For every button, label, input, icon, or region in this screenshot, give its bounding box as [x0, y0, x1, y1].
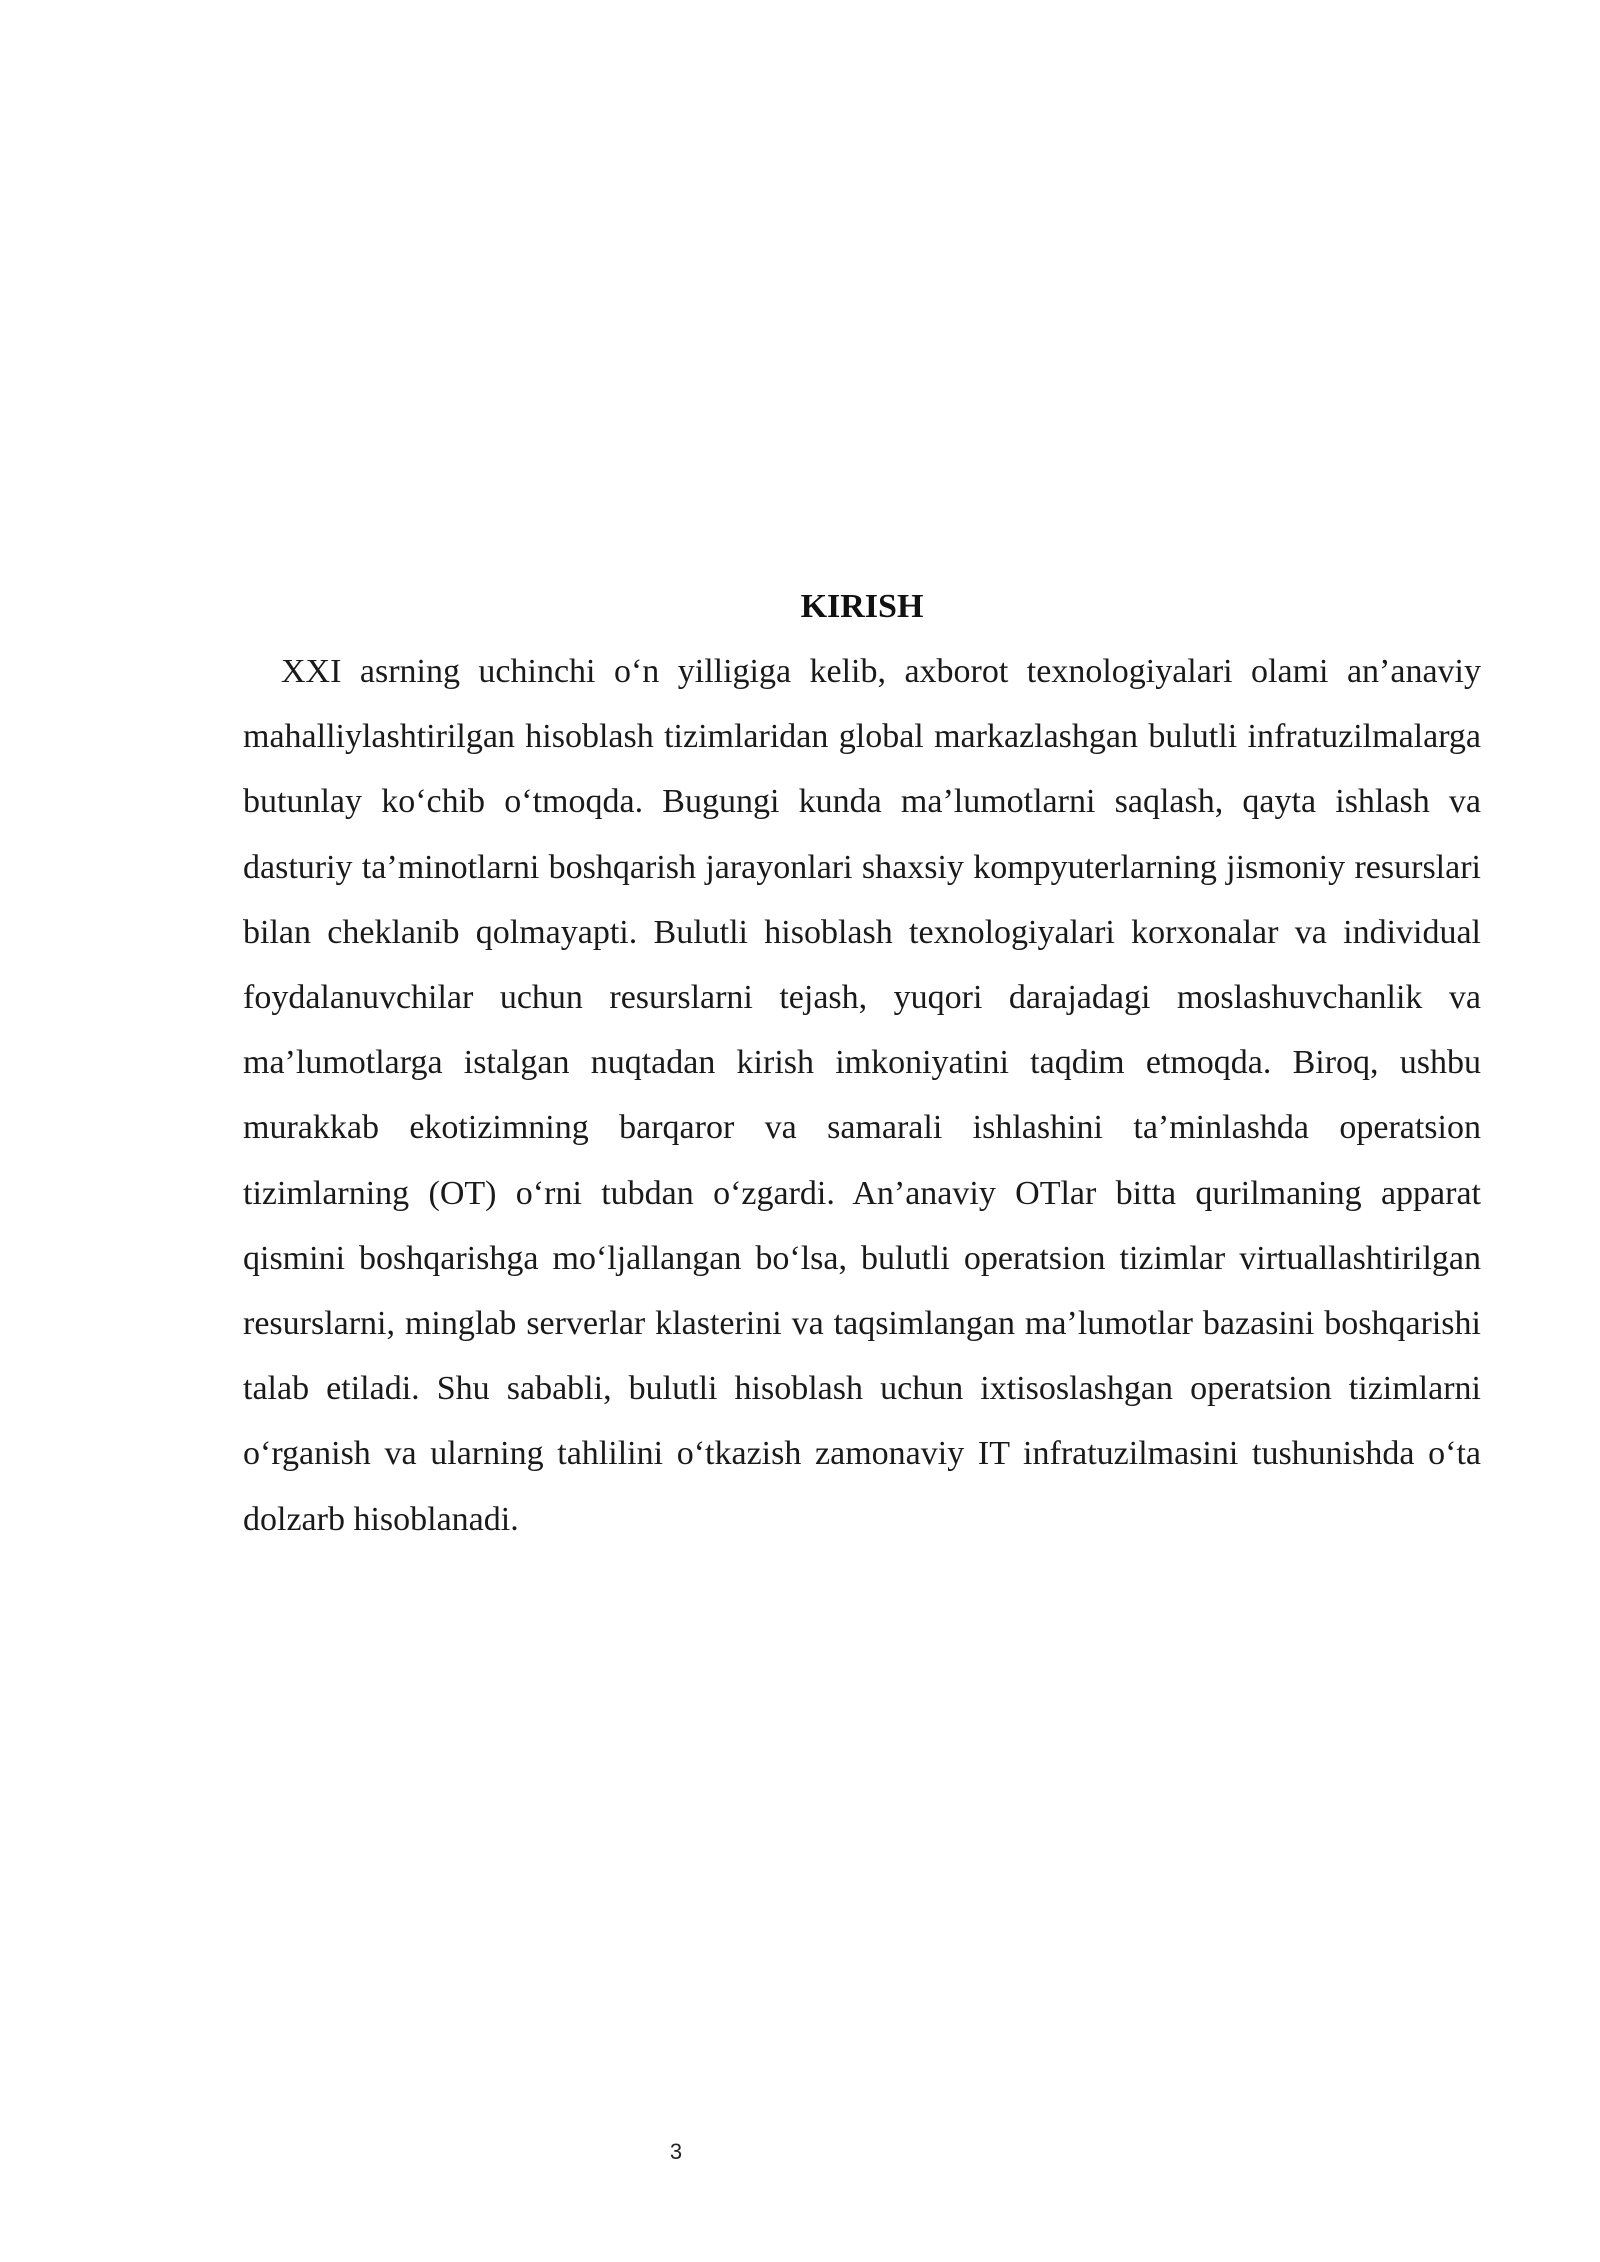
page-content: [243, 575, 1481, 1552]
section-heading: KIRISH: [800, 588, 924, 625]
page-number: 3: [669, 2139, 683, 2164]
intro-paragraph: XXI asrning uchinchi o‘n yilligiga kelib, axborot texnologiyalari olami an’anaviy mahalliylashtirilgan hisoblash tizimlaridan global markazlashgan bulutli infratuzilmalarga butunlay ko‘chib o‘tmoqda. Bugungi kunda ma’lumotlarni saqlash, qayta ishlash va dasturiy ta’minotlarni boshqarish jarayonlari shaxsiy kompyuterlarning jismoniy resurslari bilan cheklanib qolmayapti. Bulutli hisoblash texnologiyalari korxonalar va individual foydalanuvchilar uchun resurslarni tejash, yuqori darajadagi moslashuvchanlik va ma’lumotlarga istalgan nuqtadan kirish imkoniyatini taqdim etmoqda. Biroq, ushbu murakkab ekotizimning barqaror va samarali ishlashini ta’minlashda operatsion tizimlarning (OT) o‘rni tubdan o‘zgardi. An’anaviy OTlar bitta qurilmaning apparat qismini boshqarishga mo‘ljallangan bo‘lsa, bulutli operatsion tizimlar virtuallashtirilgan resurslarni, minglab serverlar klasterini va taqsimlangan ma’lumotlar bazasini boshqarishi talab etiladi. Shu sababli, bulutli hisoblash uchun ixtisoslashgan operatsion tizimlarni o‘rganish va ularning tahlilini o‘tkazish zamonaviy IT infratuzilmasini tushunishda o‘ta dolzarb hisoblanadi.: [243, 653, 1481, 1538]
